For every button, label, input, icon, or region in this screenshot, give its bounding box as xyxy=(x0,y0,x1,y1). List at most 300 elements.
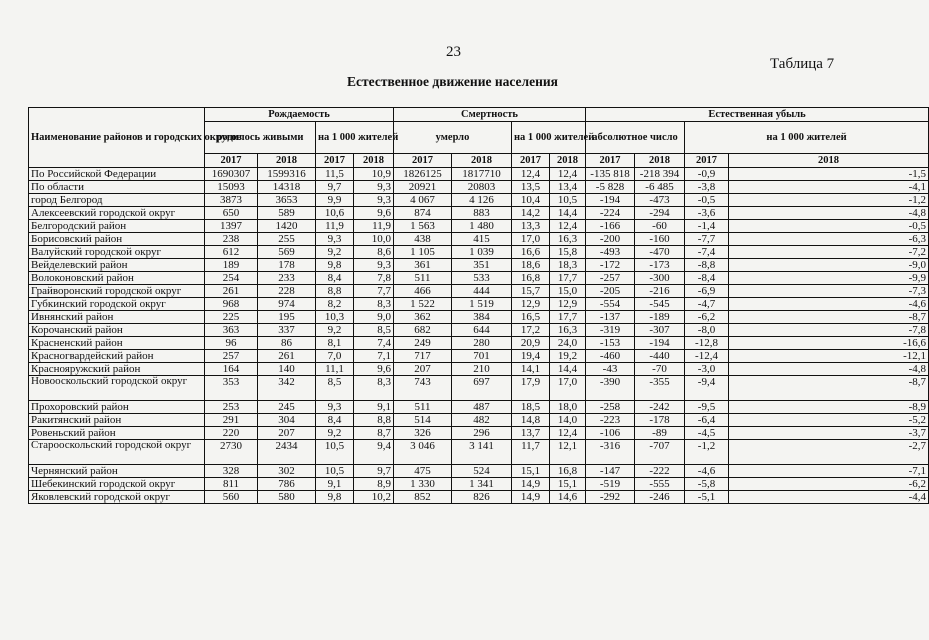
table-cell: 17,0 xyxy=(512,233,550,246)
table-cell: 207 xyxy=(258,427,316,440)
table-cell: 560 xyxy=(205,491,258,504)
table-cell: -319 xyxy=(586,324,635,337)
table-row xyxy=(29,246,929,259)
page-number: 23 xyxy=(446,44,461,60)
row-name: Валуйский городской округ xyxy=(29,246,205,259)
table-cell: 15,7 xyxy=(512,285,550,298)
table-cell: -257 xyxy=(586,272,635,285)
table-cell: -8,4 xyxy=(685,272,729,285)
table-cell: -4,8 xyxy=(729,363,929,376)
table-cell: 291 xyxy=(205,414,258,427)
table-cell: -316 xyxy=(586,440,635,465)
table-cell: -137 xyxy=(586,311,635,324)
table-cell: 233 xyxy=(258,272,316,285)
table-cell: 257 xyxy=(205,350,258,363)
table-cell: -7,1 xyxy=(729,465,929,478)
row-name: Шебекинский городской округ xyxy=(29,478,205,491)
table-cell: -222 xyxy=(635,465,685,478)
table-cell: -3,0 xyxy=(685,363,729,376)
table-cell: 10,5 xyxy=(316,465,354,478)
row-name: Ивнянский район xyxy=(29,311,205,324)
table-cell: 9,2 xyxy=(316,324,354,337)
table-cell: 10,2 xyxy=(354,491,394,504)
table-cell: 8,9 xyxy=(354,478,394,491)
table-row xyxy=(29,401,929,414)
table-row xyxy=(29,298,929,311)
table-row xyxy=(29,465,929,478)
table-cell: -473 xyxy=(635,194,685,207)
table-cell: 19,2 xyxy=(550,350,586,363)
header-year: 2018 xyxy=(729,154,929,168)
table-cell: 304 xyxy=(258,414,316,427)
table-cell: 384 xyxy=(452,311,512,324)
table-cell: 195 xyxy=(258,311,316,324)
table-cell: 9,8 xyxy=(316,491,354,504)
header-deaths-per-1000: на 1 000 жителей xyxy=(512,122,586,154)
table-cell: 12,4 xyxy=(550,427,586,440)
row-name: Ракитянский район xyxy=(29,414,205,427)
table-cell: 1826125 xyxy=(394,168,452,181)
table-cell: 10,6 xyxy=(316,207,354,220)
table-cell: -178 xyxy=(635,414,685,427)
table-cell: 589 xyxy=(258,207,316,220)
table-cell: 612 xyxy=(205,246,258,259)
table-cell: -194 xyxy=(635,337,685,350)
table-cell: 189 xyxy=(205,259,258,272)
table-cell: 16,3 xyxy=(550,233,586,246)
table-cell: -4,1 xyxy=(729,181,929,194)
table-cell: -4,7 xyxy=(685,298,729,311)
row-name: Краснояружский район xyxy=(29,363,205,376)
table-cell: -147 xyxy=(586,465,635,478)
table-cell: 14,0 xyxy=(550,414,586,427)
table-cell: -6,9 xyxy=(685,285,729,298)
table-cell: 569 xyxy=(258,246,316,259)
table-cell: 444 xyxy=(452,285,512,298)
table-cell: 254 xyxy=(205,272,258,285)
table-cell: 86 xyxy=(258,337,316,350)
table-cell: 4 126 xyxy=(452,194,512,207)
header-year: 2018 xyxy=(258,154,316,168)
header-loss-per-1000: на 1 000 жителей xyxy=(685,122,929,154)
table-cell: 361 xyxy=(394,259,452,272)
table-cell: 11,5 xyxy=(316,168,354,181)
table-cell: -294 xyxy=(635,207,685,220)
table-cell: -242 xyxy=(635,401,685,414)
table-cell: 353 xyxy=(205,376,258,401)
table-cell: -0,5 xyxy=(729,220,929,233)
table-cell: -3,7 xyxy=(729,427,929,440)
header-year: 2018 xyxy=(452,154,512,168)
table-cell: -3,6 xyxy=(685,207,729,220)
table-cell: 9,2 xyxy=(316,427,354,440)
table-cell: -5,8 xyxy=(685,478,729,491)
row-name: Новооскольский городской округ xyxy=(29,376,205,401)
row-name: Прохоровский район xyxy=(29,401,205,414)
table-cell: 14,6 xyxy=(550,491,586,504)
table-cell: 255 xyxy=(258,233,316,246)
table-cell: 225 xyxy=(205,311,258,324)
table-cell: 20,9 xyxy=(512,337,550,350)
table-cell: 8,7 xyxy=(354,427,394,440)
table-row xyxy=(29,478,929,491)
table-cell: -440 xyxy=(635,350,685,363)
table-cell: 1 039 xyxy=(452,246,512,259)
table-cell: 514 xyxy=(394,414,452,427)
table-cell: 16,5 xyxy=(512,311,550,324)
row-name: Волоконовский район xyxy=(29,272,205,285)
table-cell: -218 394 xyxy=(635,168,685,181)
table-cell: 415 xyxy=(452,233,512,246)
row-name: Губкинский городской округ xyxy=(29,298,205,311)
table-cell: -8,9 xyxy=(729,401,929,414)
table-row xyxy=(29,350,929,363)
table-cell: 701 xyxy=(452,350,512,363)
table-cell: 178 xyxy=(258,259,316,272)
table-cell: -258 xyxy=(586,401,635,414)
table-cell: 13,7 xyxy=(512,427,550,440)
table-cell: -8,7 xyxy=(729,311,929,324)
table-cell: 249 xyxy=(394,337,452,350)
table-cell: 9,1 xyxy=(354,401,394,414)
table-cell: 20921 xyxy=(394,181,452,194)
table-cell: 19,4 xyxy=(512,350,550,363)
table-cell: 261 xyxy=(258,350,316,363)
table-cell: 17,0 xyxy=(550,376,586,401)
row-name: Алексеевский городской округ xyxy=(29,207,205,220)
table-cell: 9,8 xyxy=(316,259,354,272)
table-cell: 10,5 xyxy=(550,194,586,207)
table-cell: 11,7 xyxy=(512,440,550,465)
table-cell: 1 105 xyxy=(394,246,452,259)
table-cell: 12,1 xyxy=(550,440,586,465)
table-cell: 280 xyxy=(452,337,512,350)
table-cell: 164 xyxy=(205,363,258,376)
table-cell: 12,4 xyxy=(550,168,586,181)
table-cell: 9,7 xyxy=(316,181,354,194)
table-row xyxy=(29,259,929,272)
table-header xyxy=(29,108,929,168)
table-row xyxy=(29,272,929,285)
table-row xyxy=(29,440,929,465)
header-absolute: абсолютное число xyxy=(586,122,685,154)
table-cell: -8,7 xyxy=(729,376,929,401)
table-cell: 15,1 xyxy=(512,465,550,478)
table-cell: 524 xyxy=(452,465,512,478)
table-cell: 302 xyxy=(258,465,316,478)
table-cell: 1690307 xyxy=(205,168,258,181)
row-name: Красногвардейский район xyxy=(29,350,205,363)
table-cell: -8,0 xyxy=(685,324,729,337)
table-cell: -6,2 xyxy=(729,478,929,491)
table-cell: 326 xyxy=(394,427,452,440)
table-title: Естественное движение населения xyxy=(347,74,558,89)
table-cell: -194 xyxy=(586,194,635,207)
table-cell: -0,9 xyxy=(685,168,729,181)
table-cell: 438 xyxy=(394,233,452,246)
table-cell: 8,8 xyxy=(354,414,394,427)
table-cell: 15,1 xyxy=(550,478,586,491)
table-cell: 17,7 xyxy=(550,311,586,324)
header-born-alive: родилось живыми xyxy=(205,122,316,154)
table-cell: 968 xyxy=(205,298,258,311)
table-cell: 7,7 xyxy=(354,285,394,298)
table-cell: 511 xyxy=(394,272,452,285)
row-name: По области xyxy=(29,181,205,194)
table-cell: -7,2 xyxy=(729,246,929,259)
table-cell: 1 480 xyxy=(452,220,512,233)
table-cell: -8,8 xyxy=(685,259,729,272)
table-cell: 3 046 xyxy=(394,440,452,465)
row-name: Грайворонский городской округ xyxy=(29,285,205,298)
table-cell: 18,3 xyxy=(550,259,586,272)
row-name: Вейделевский район xyxy=(29,259,205,272)
table-cell: -223 xyxy=(586,414,635,427)
table-cell: 7,4 xyxy=(354,337,394,350)
table-cell: 17,7 xyxy=(550,272,586,285)
table-cell: 9,3 xyxy=(316,401,354,414)
table-cell: 487 xyxy=(452,401,512,414)
row-name: Белгородский район xyxy=(29,220,205,233)
table-cell: 351 xyxy=(452,259,512,272)
table-cell: 16,3 xyxy=(550,324,586,337)
header-year: 2017 xyxy=(316,154,354,168)
header-deaths: Смертность xyxy=(394,108,586,122)
table-cell: 2434 xyxy=(258,440,316,465)
table-cell: -4,6 xyxy=(685,465,729,478)
table-cell: 18,6 xyxy=(512,259,550,272)
table-cell: -7,8 xyxy=(729,324,929,337)
table-cell: 3 141 xyxy=(452,440,512,465)
header-year: 2018 xyxy=(635,154,685,168)
header-year: 2017 xyxy=(205,154,258,168)
table-cell: 9,6 xyxy=(354,207,394,220)
table-cell: 12,4 xyxy=(550,220,586,233)
table-cell: 3873 xyxy=(205,194,258,207)
table-cell: 220 xyxy=(205,427,258,440)
table-cell: 17,2 xyxy=(512,324,550,337)
table-cell: 533 xyxy=(452,272,512,285)
table-cell: -554 xyxy=(586,298,635,311)
table-cell: 9,1 xyxy=(316,478,354,491)
table-cell: 10,5 xyxy=(316,440,354,465)
table-cell: 14,2 xyxy=(512,207,550,220)
table-cell: 12,9 xyxy=(550,298,586,311)
table-cell: 14,9 xyxy=(512,491,550,504)
table-cell: 1 519 xyxy=(452,298,512,311)
table-cell: -89 xyxy=(635,427,685,440)
table-cell: -6 485 xyxy=(635,181,685,194)
table-cell: 580 xyxy=(258,491,316,504)
table-cell: 2730 xyxy=(205,440,258,465)
table-cell: 328 xyxy=(205,465,258,478)
table-cell: 210 xyxy=(452,363,512,376)
table-cell: 342 xyxy=(258,376,316,401)
header-year: 2018 xyxy=(354,154,394,168)
table-cell: 826 xyxy=(452,491,512,504)
table-cell: 14,4 xyxy=(550,363,586,376)
table-cell: -1,4 xyxy=(685,220,729,233)
table-cell: 852 xyxy=(394,491,452,504)
table-cell: 7,1 xyxy=(354,350,394,363)
table-cell: 8,1 xyxy=(316,337,354,350)
table-cell: -7,4 xyxy=(685,246,729,259)
table-cell: 15,0 xyxy=(550,285,586,298)
table-cell: 238 xyxy=(205,233,258,246)
header-births-per-1000: на 1 000 жителей xyxy=(316,122,394,154)
table-cell: -70 xyxy=(635,363,685,376)
table-cell: -3,8 xyxy=(685,181,729,194)
table-cell: 9,3 xyxy=(316,233,354,246)
table-row xyxy=(29,363,929,376)
table-row xyxy=(29,181,929,194)
table-cell: -12,8 xyxy=(685,337,729,350)
table-cell: 8,4 xyxy=(316,414,354,427)
table-cell: -4,6 xyxy=(729,298,929,311)
table-cell: 12,4 xyxy=(512,168,550,181)
table-cell: -7,3 xyxy=(729,285,929,298)
table-cell: -200 xyxy=(586,233,635,246)
table-cell: 9,4 xyxy=(354,440,394,465)
table-cell: -205 xyxy=(586,285,635,298)
table-cell: 482 xyxy=(452,414,512,427)
table-cell: 786 xyxy=(258,478,316,491)
table-cell: -5,2 xyxy=(729,414,929,427)
table-cell: 362 xyxy=(394,311,452,324)
table-cell: 13,3 xyxy=(512,220,550,233)
table-cell: 475 xyxy=(394,465,452,478)
header-year: 2017 xyxy=(512,154,550,168)
table-cell: 874 xyxy=(394,207,452,220)
table-row xyxy=(29,233,929,246)
table-cell: -12,4 xyxy=(685,350,729,363)
table-cell: 717 xyxy=(394,350,452,363)
table-cell: 8,5 xyxy=(354,324,394,337)
table-cell: -153 xyxy=(586,337,635,350)
table-cell: 1 563 xyxy=(394,220,452,233)
table-row xyxy=(29,285,929,298)
table-cell: 8,3 xyxy=(354,298,394,311)
header-name: Наименование районов и городских округов xyxy=(29,108,205,168)
table-cell: -16,6 xyxy=(729,337,929,350)
row-name: город Белгород xyxy=(29,194,205,207)
table-cell: 228 xyxy=(258,285,316,298)
table-cell: 8,2 xyxy=(316,298,354,311)
table-cell: 16,8 xyxy=(550,465,586,478)
table-cell: -5,1 xyxy=(685,491,729,504)
table-cell: 140 xyxy=(258,363,316,376)
table-cell: 10,0 xyxy=(354,233,394,246)
table-row xyxy=(29,427,929,440)
table-cell: 363 xyxy=(205,324,258,337)
table-cell: -7,7 xyxy=(685,233,729,246)
table-cell: 682 xyxy=(394,324,452,337)
table-cell: 697 xyxy=(452,376,512,401)
table-cell: 1 341 xyxy=(452,478,512,491)
table-cell: 17,9 xyxy=(512,376,550,401)
table-cell: -166 xyxy=(586,220,635,233)
table-cell: 9,3 xyxy=(354,181,394,194)
row-name: Яковлевский городской округ xyxy=(29,491,205,504)
table-cell: 8,3 xyxy=(354,376,394,401)
table-cell: 296 xyxy=(452,427,512,440)
table-label: Таблица 7 xyxy=(770,56,835,72)
table-cell: 1420 xyxy=(258,220,316,233)
table-cell: -9,4 xyxy=(685,376,729,401)
table-cell: -43 xyxy=(586,363,635,376)
row-name: Чернянский район xyxy=(29,465,205,478)
table-cell: 650 xyxy=(205,207,258,220)
table-cell: -1,2 xyxy=(685,440,729,465)
table-cell: 883 xyxy=(452,207,512,220)
table-cell: 8,4 xyxy=(316,272,354,285)
table-cell: 11,9 xyxy=(354,220,394,233)
table-cell: -246 xyxy=(635,491,685,504)
table-cell: 15093 xyxy=(205,181,258,194)
table-cell: 7,0 xyxy=(316,350,354,363)
table-cell: 13,5 xyxy=(512,181,550,194)
table-cell: -172 xyxy=(586,259,635,272)
row-name: Красненский район xyxy=(29,337,205,350)
table-cell: -545 xyxy=(635,298,685,311)
table-cell: 466 xyxy=(394,285,452,298)
row-name: Старооскольский городской округ xyxy=(29,440,205,465)
table-cell: 10,4 xyxy=(512,194,550,207)
table-cell: -300 xyxy=(635,272,685,285)
table-row xyxy=(29,194,929,207)
table-row xyxy=(29,491,929,504)
table-cell: -292 xyxy=(586,491,635,504)
table-row xyxy=(29,220,929,233)
table-cell: -160 xyxy=(635,233,685,246)
table-cell: 16,8 xyxy=(512,272,550,285)
table-cell: -460 xyxy=(586,350,635,363)
table-cell: -173 xyxy=(635,259,685,272)
header-births: Рождаемость xyxy=(205,108,394,122)
table-cell: -355 xyxy=(635,376,685,401)
row-name: Корочанский район xyxy=(29,324,205,337)
table-cell: 261 xyxy=(205,285,258,298)
table-cell: 13,4 xyxy=(550,181,586,194)
table-cell: 8,8 xyxy=(316,285,354,298)
row-name: Ровеньский район xyxy=(29,427,205,440)
table-cell: 11,9 xyxy=(316,220,354,233)
table-cell: 15,8 xyxy=(550,246,586,259)
table-cell: -9,5 xyxy=(685,401,729,414)
table-row xyxy=(29,207,929,220)
row-name: Борисовский район xyxy=(29,233,205,246)
table-cell: 253 xyxy=(205,401,258,414)
table-cell: 14318 xyxy=(258,181,316,194)
table-cell: 10,3 xyxy=(316,311,354,324)
table-cell: -390 xyxy=(586,376,635,401)
table-cell: -9,0 xyxy=(729,259,929,272)
table-cell: -4,4 xyxy=(729,491,929,504)
header-year: 2017 xyxy=(586,154,635,168)
table-cell: -189 xyxy=(635,311,685,324)
table-body xyxy=(29,168,929,504)
table-cell: -12,1 xyxy=(729,350,929,363)
table-cell: 20803 xyxy=(452,181,512,194)
table-cell: 3653 xyxy=(258,194,316,207)
table-cell: 644 xyxy=(452,324,512,337)
header-year: 2018 xyxy=(550,154,586,168)
table-cell: 811 xyxy=(205,478,258,491)
table-cell: 18,5 xyxy=(512,401,550,414)
table-cell: 1599316 xyxy=(258,168,316,181)
table-cell: 9,0 xyxy=(354,311,394,324)
table-cell: -135 818 xyxy=(586,168,635,181)
